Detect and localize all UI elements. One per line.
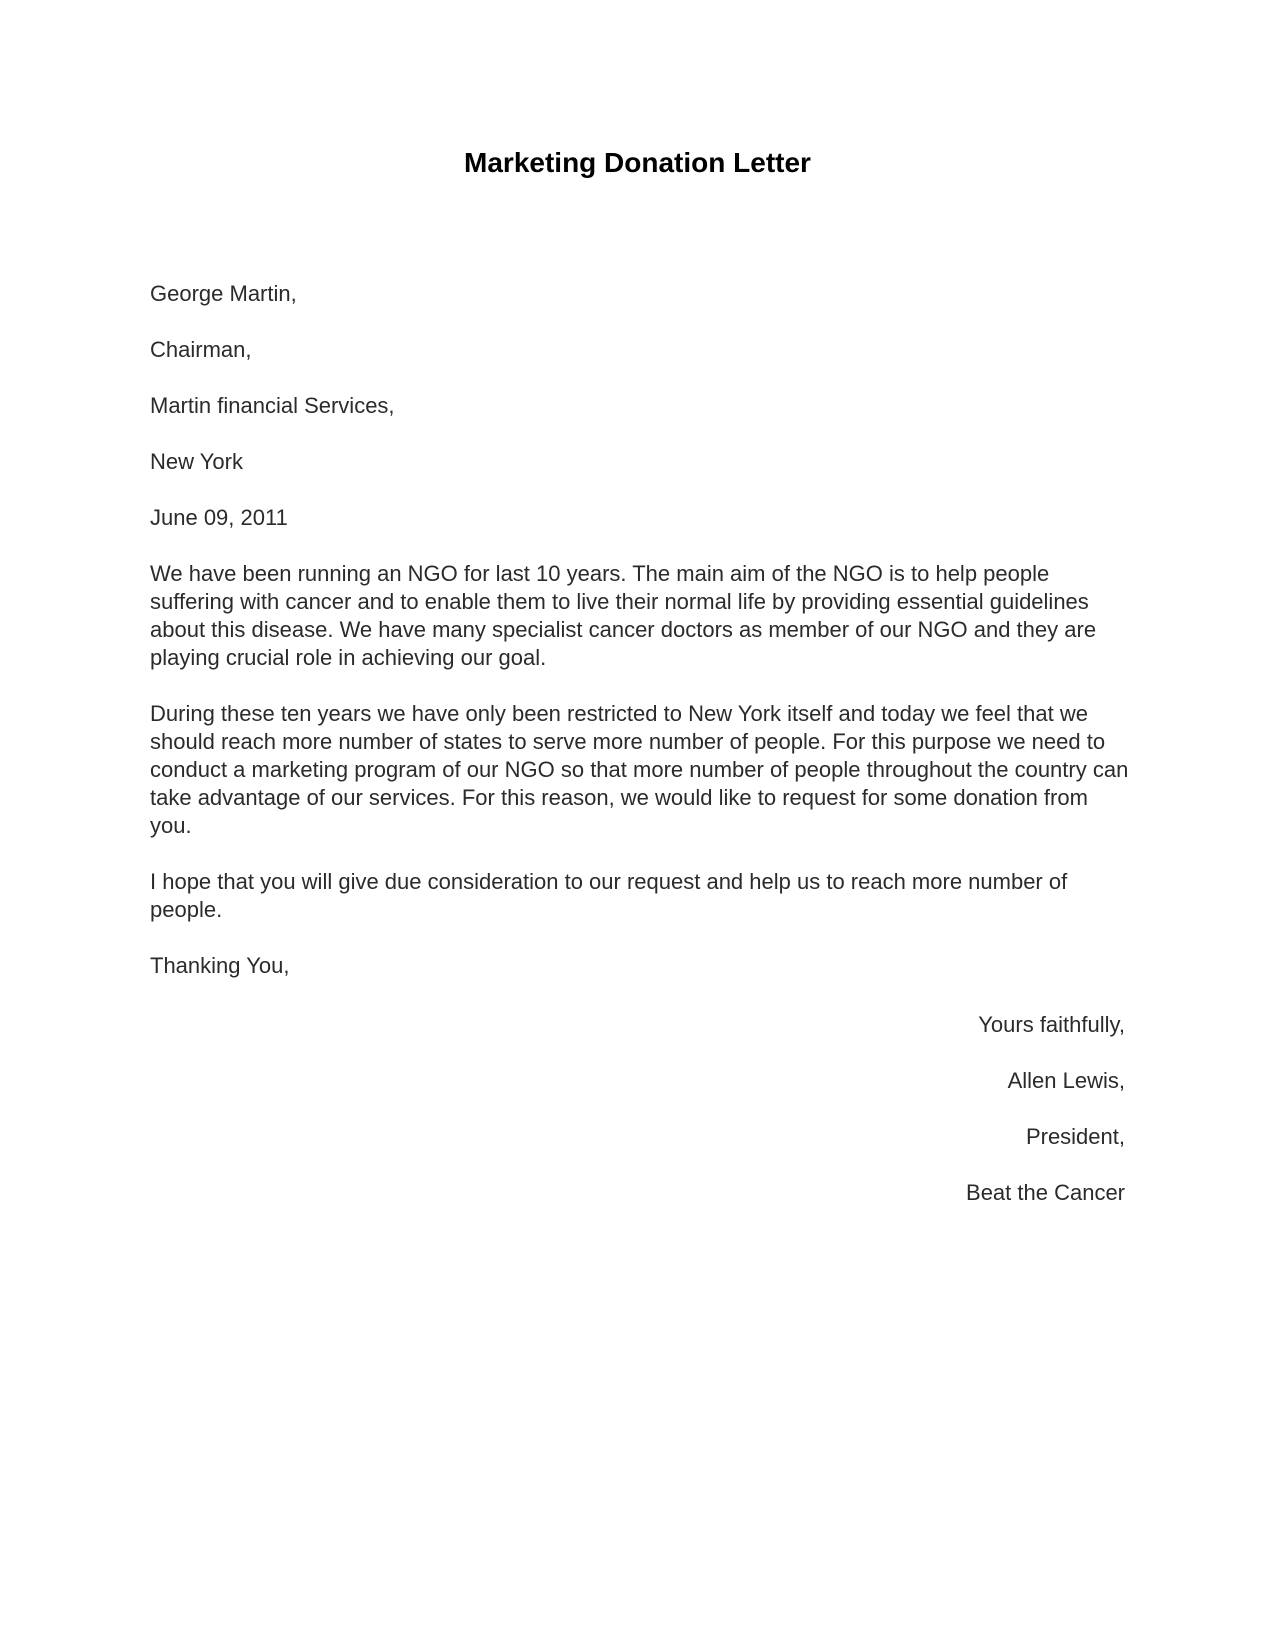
signature-salutation: Yours faithfully, [978, 1012, 1125, 1037]
recipient-name: George Martin, [150, 281, 297, 306]
closing-line: Thanking You, [150, 953, 290, 978]
letter-date: June 09, 2011 [150, 505, 288, 530]
signature-organization: Beat the Cancer [966, 1180, 1125, 1205]
letter-body [150, 280, 1130, 1008]
recipient-position: Chairman, [150, 337, 252, 362]
signature-name: Allen Lewis, [1007, 1068, 1125, 1093]
body-paragraph-2: During these ten years we have only been restricted to New York itself and today we feel that we should reach more number of states to serve more number of people. For this purpose we need to conduct a marketing program of our NGO so that more number of people throughout the country can take advantage of our services. For this reason, we would like to request for some donation from you. [150, 701, 1129, 838]
signature-block [625, 1011, 1125, 1235]
body-paragraph-1: We have been running an NGO for last 10 years. The main aim of the NGO is to help people suffering with cancer and to enable them to live their normal life by providing essential guidelines about this disease. We have many specialist cancer doctors as member of our NGO and they are playing crucial role in achieving our goal. [150, 561, 1097, 670]
recipient-company: Martin financial Services, [150, 393, 395, 418]
body-paragraph-3: I hope that you will give due consideration to our request and help us to reach more number of people. [150, 869, 1068, 922]
document-title: Marketing Donation Letter [464, 147, 811, 178]
recipient-city: New York [150, 449, 243, 474]
signature-title: President, [1025, 1124, 1125, 1149]
